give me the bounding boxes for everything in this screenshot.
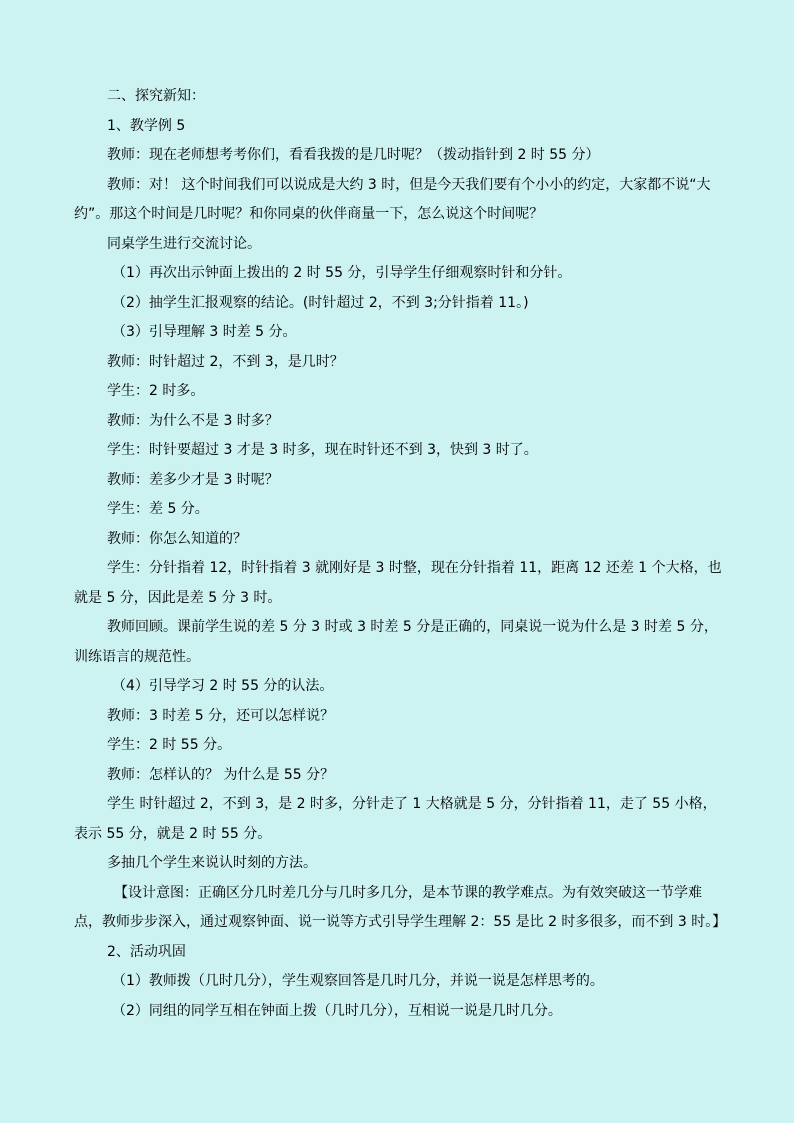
paragraph: 学生：2 时 55 分。 [107,737,232,753]
document-body [74,82,727,1026]
paragraph: 教师：怎样认的？ 为什么是 55 分？ [107,766,335,783]
paragraph: （2）抽学生汇报观察的结论。(时针超过 2，不到 3;分针指着 11。) [112,294,529,311]
paragraph: 教师：为什么不是 3 时多？ [107,412,279,429]
paragraph: （1）教师拨（几时几分），学生观察回答是几时几分，并说一说是怎样思考的。 [112,973,604,989]
paragraph: 教师：对！ 这个时间我们可以说成是大约 3 时，但是今天我们要有个小小的约定，大家都不说“大约”。那这个时间是几时呢？和你同桌的伙伴商量一下，怎么说这个时间呢？ [74,176,711,222]
paragraph: 学生：差 5 分。 [107,501,209,517]
paragraph: 学生：分针指着 12，时针指着 3 就刚好是 3 时整，现在分针指着 11，距离 12 还差 1 个大格，也就是 5 分，因此是差 5 分 3 时。 [74,560,722,606]
paragraph: 教师回顾。课前学生说的差 5 分 3 时或 3 时差 5 分是正确的，同桌说一说为什么是 3 时差 5 分，训练语言的规范性。 [74,619,718,665]
paragraph: 教师：差多少才是 3 时呢？ [107,471,279,488]
paragraph: 教师：时针超过 2，不到 3，是几时？ [107,353,344,370]
paragraph: 学生：时针要超过 3 才是 3 时多，现在时针还不到 3，快到 3 时了。 [107,442,538,458]
paragraph: 多抽几个学生来说认时刻的方法。 [107,855,317,871]
design-intent-paragraph: 【设计意图：正确区分几时差几分与几时多几分，是本节课的教学难点。为有效突破这一节学难点，教师步步深入，通过观察钟面、说一说等方式引导学生理解 2：55 是比 2 时多很多，而不到 3 时。】 [74,884,727,930]
paragraph: 学生 时针超过 2，不到 3，是 2 时多，分针走了 1 大格就是 5 分，分针指着 11，走了 55 小格，表示 55 分，就是 2 时 55 分。 [74,796,717,842]
section-heading: 二、探究新知： [107,88,205,104]
paragraph: 学生：2 时多。 [107,383,205,399]
paragraph: 教师：你怎么知道的？ [107,530,247,547]
paragraph: 同桌学生进行交流讨论。 [107,235,261,252]
paragraph: 教师：现在老师想考考你们，看看我拨的是几时呢？（拨动指针到 2 时 55 分） [107,147,600,163]
subsection-heading: 1、教学例 5 [107,117,186,134]
paragraph: （4）引导学习 2 时 55 分的认法。 [112,678,334,694]
paragraph: （2）同组的同学互相在钟面上拨（几时几分），互相说一说是几时几分。 [112,1002,562,1019]
paragraph: （3）引导理解 3 时差 5 分。 [112,324,297,340]
paragraph: 教师：3 时差 5 分，还可以怎样说？ [107,707,335,724]
subsection-heading: 2、活动巩固 [107,943,186,960]
paragraph: （1）再次出示钟面上拨出的 2 时 55 分，引导学生仔细观察时针和分针。 [112,265,572,281]
